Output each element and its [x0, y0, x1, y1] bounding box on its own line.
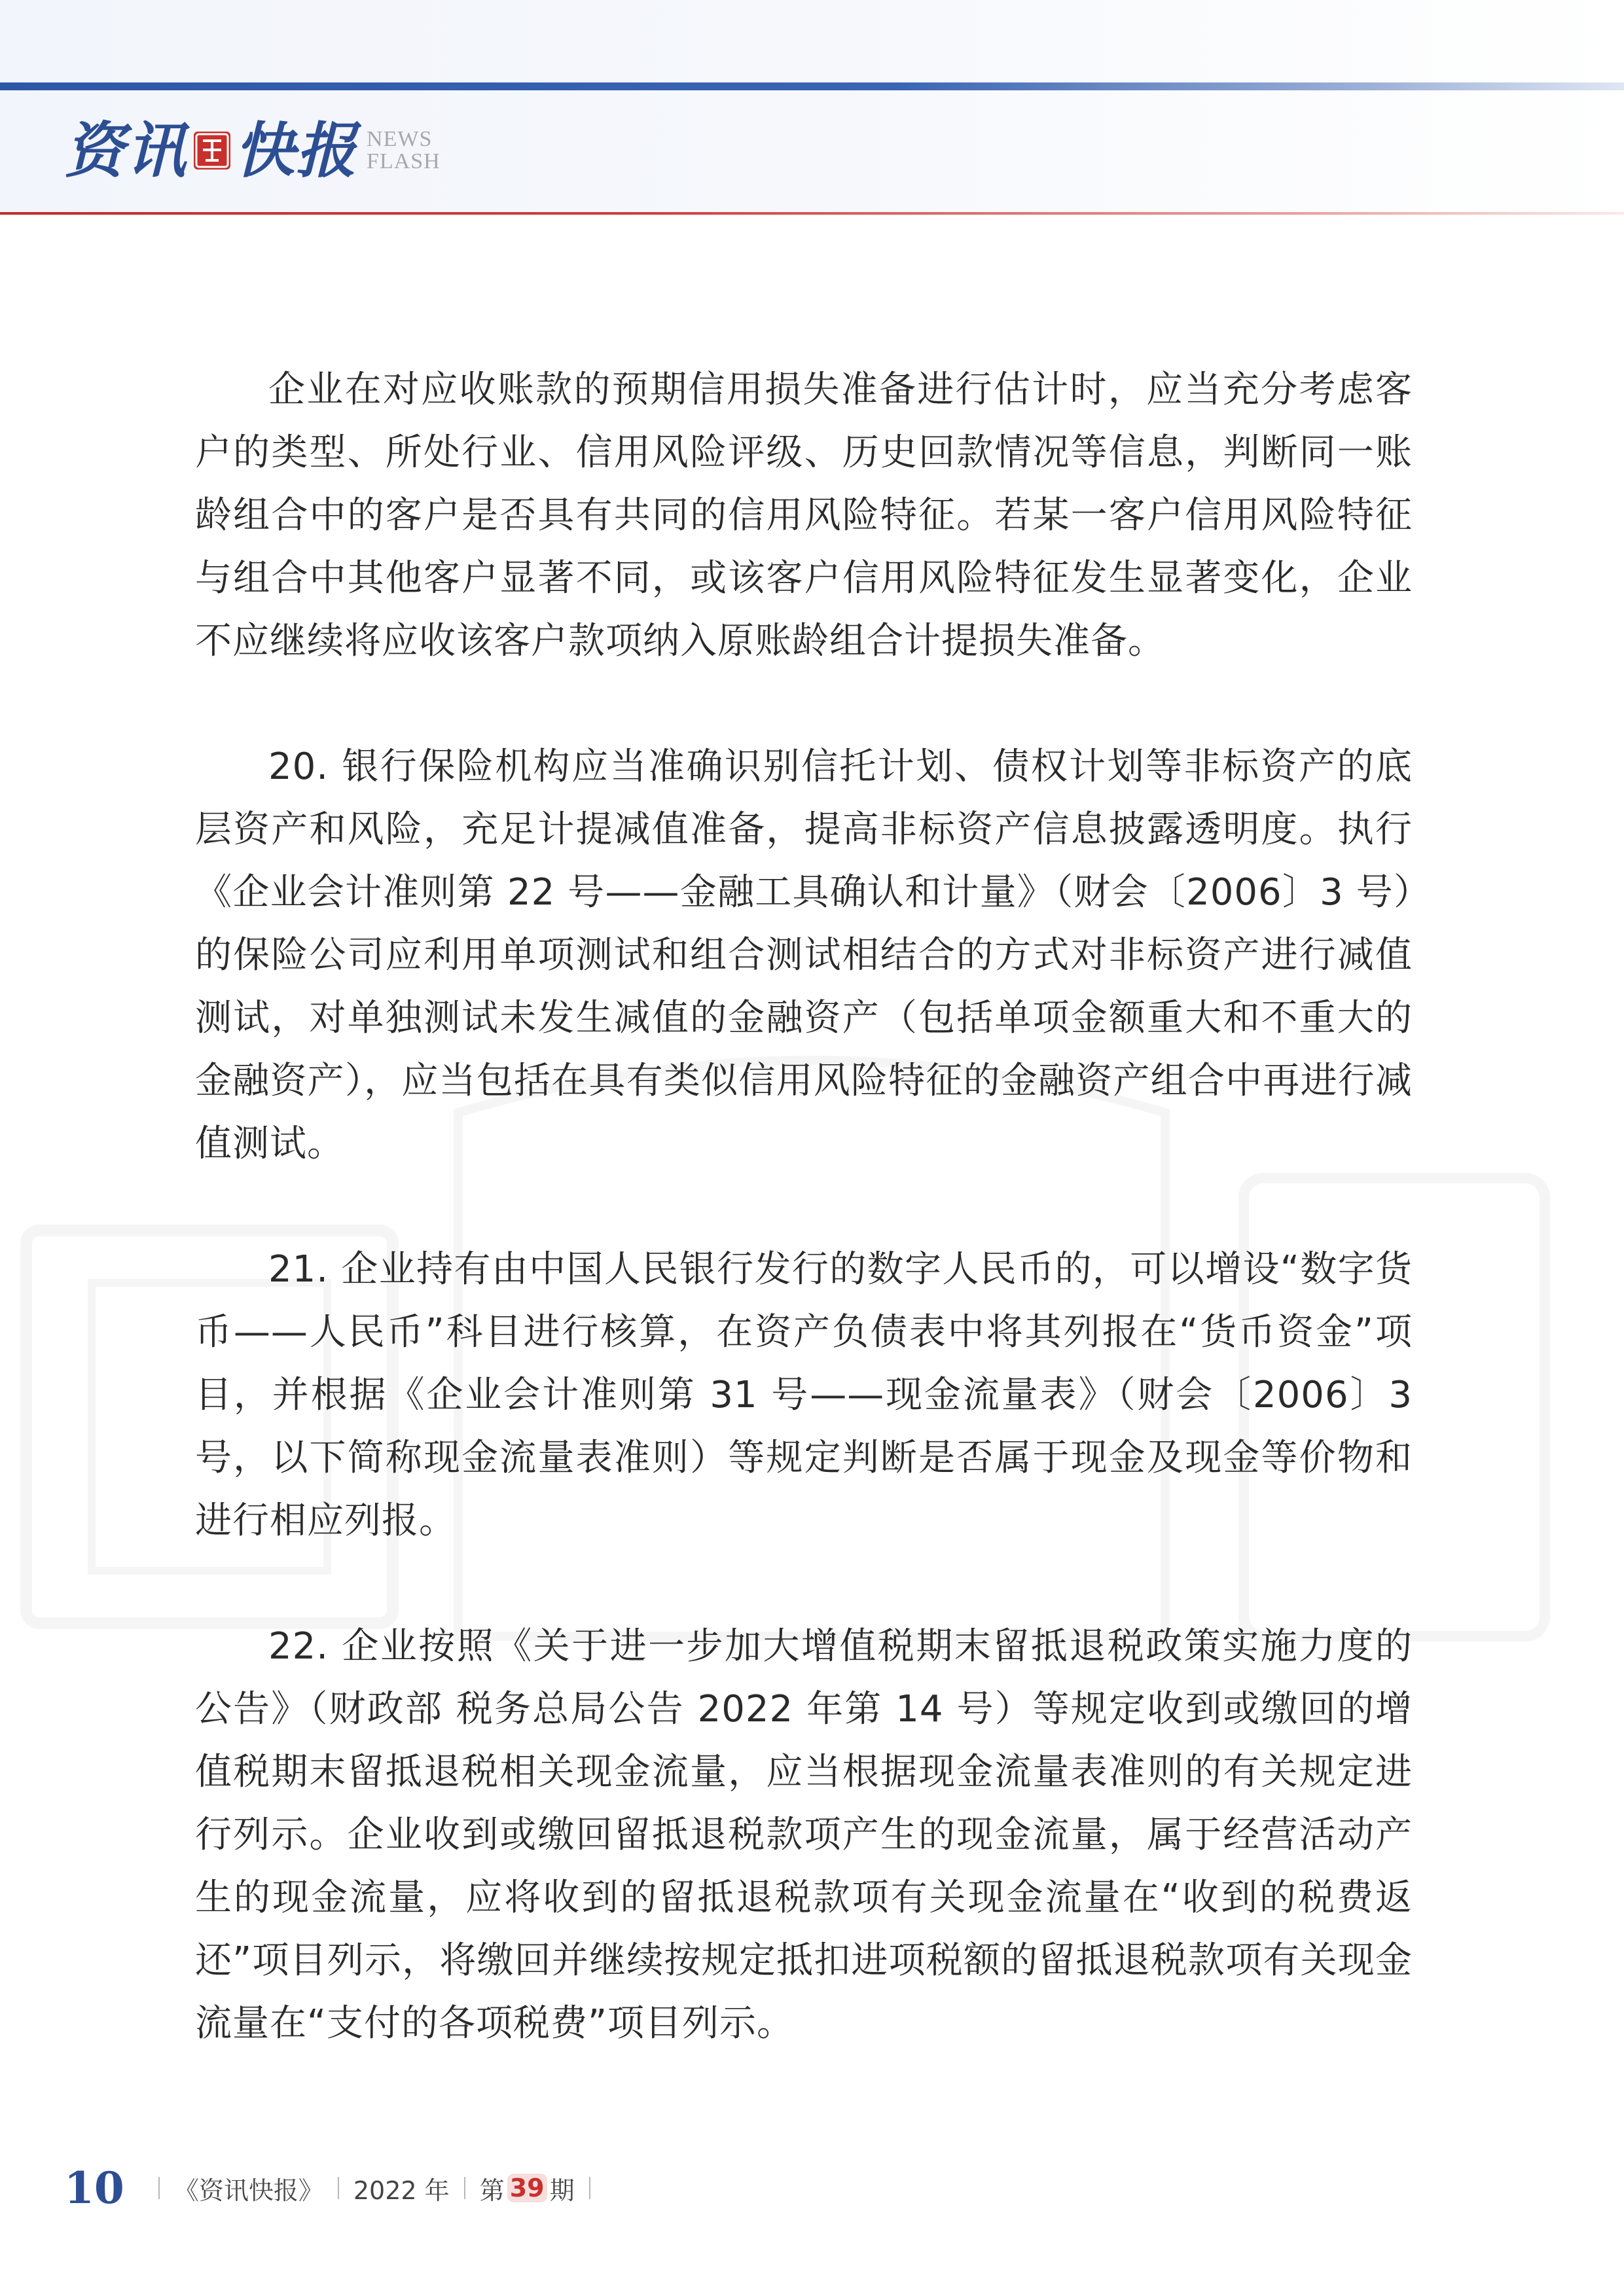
issue-suffix: 期	[549, 2176, 575, 2205]
page-footer	[64, 2159, 605, 2217]
brand-title-right: 快报	[234, 115, 358, 186]
news-word: NEWS	[367, 127, 433, 151]
publication-name: 《资讯快报》	[173, 2176, 323, 2205]
article-body	[195, 359, 1413, 2055]
page-header	[0, 0, 1624, 216]
footer-divider	[589, 2177, 590, 2199]
footer-divider	[338, 2177, 339, 2199]
news-flash-label	[367, 128, 441, 173]
header-red-line	[0, 212, 1624, 215]
brand-title-left: 资讯	[64, 115, 188, 186]
flash-word: FLASH	[367, 149, 441, 173]
red-seal-icon	[194, 132, 230, 170]
paragraph-credit-loss: 企业在对应收账款的预期信用损失准备进行估计时，应当充分考虑客户的类型、所处行业、信用风险评级、历史回款情况等信息，判断同一账龄组合中的客户是否具有共同的信用风险特征。若某一客户信用风险特征与组合中其他客户显著不同，或该客户信用风险特征发生显著变化，企业不应继续将应收该客户款项纳入原账龄组合计提损失准备。	[195, 368, 1413, 662]
paragraph-item-21: 21. 企业持有由中国人民银行发行的数字人民币的，可以增设“数字货币——人民币”科目进行核算，在资产负债表中将其列报在“货币资金”项目，并根据《企业会计准则第 31 号——现金流量表》（财会〔2006〕3 号，以下简称现金流量表准则）等规定判断是否属于现金及现金等价物和进行相应列报。	[195, 1248, 1413, 1542]
publication-year: 2022 年	[353, 2176, 450, 2205]
footer-divider	[464, 2177, 465, 2199]
footer-divider	[158, 2177, 160, 2199]
issue-label	[480, 2170, 575, 2206]
issue-prefix: 第	[479, 2176, 505, 2205]
brand-logo	[64, 111, 441, 190]
issue-number: 39	[507, 2174, 547, 2202]
header-blue-bar	[0, 82, 1624, 90]
paragraph-item-20: 20. 银行保险机构应当准确识别信托计划、债权计划等非标资产的底层资产和风险，充足计提减值准备，提高非标资产信息披露透明度。执行《企业会计准则第 22 号——金融工具确认和计量》（财会〔2006〕3 号）的保险公司应利用单项测试和组合测试相结合的方式对非标资产进行减值测试，对单独测试未发生减值的金融资产（包括单项金额重大和不重大的金融资产），应当包括在具有类似信用风险特征的金融资产组合中再进行减值测试。	[195, 745, 1413, 1165]
paragraph-item-22: 22. 企业按照《关于进一步加大增值税期末留抵退税政策实施力度的公告》（财政部 税务总局公告 2022 年第 14 号）等规定收到或缴回的增值税期末留抵退税相关现金流量，应当根据现金流量表准则的有关规定进行列示。企业收到或缴回留抵退税款项产生的现金流量，属于经营活动产生的现金流量，应将收到的留抵退税款项有关现金流量在“收到的税费返还”项目列示，将缴回并继续按规定抵扣进项税额的留抵退税款项有关现金流量在“支付的各项税费”项目列示。	[195, 1625, 1413, 2045]
page-number: 10	[64, 2162, 124, 2214]
